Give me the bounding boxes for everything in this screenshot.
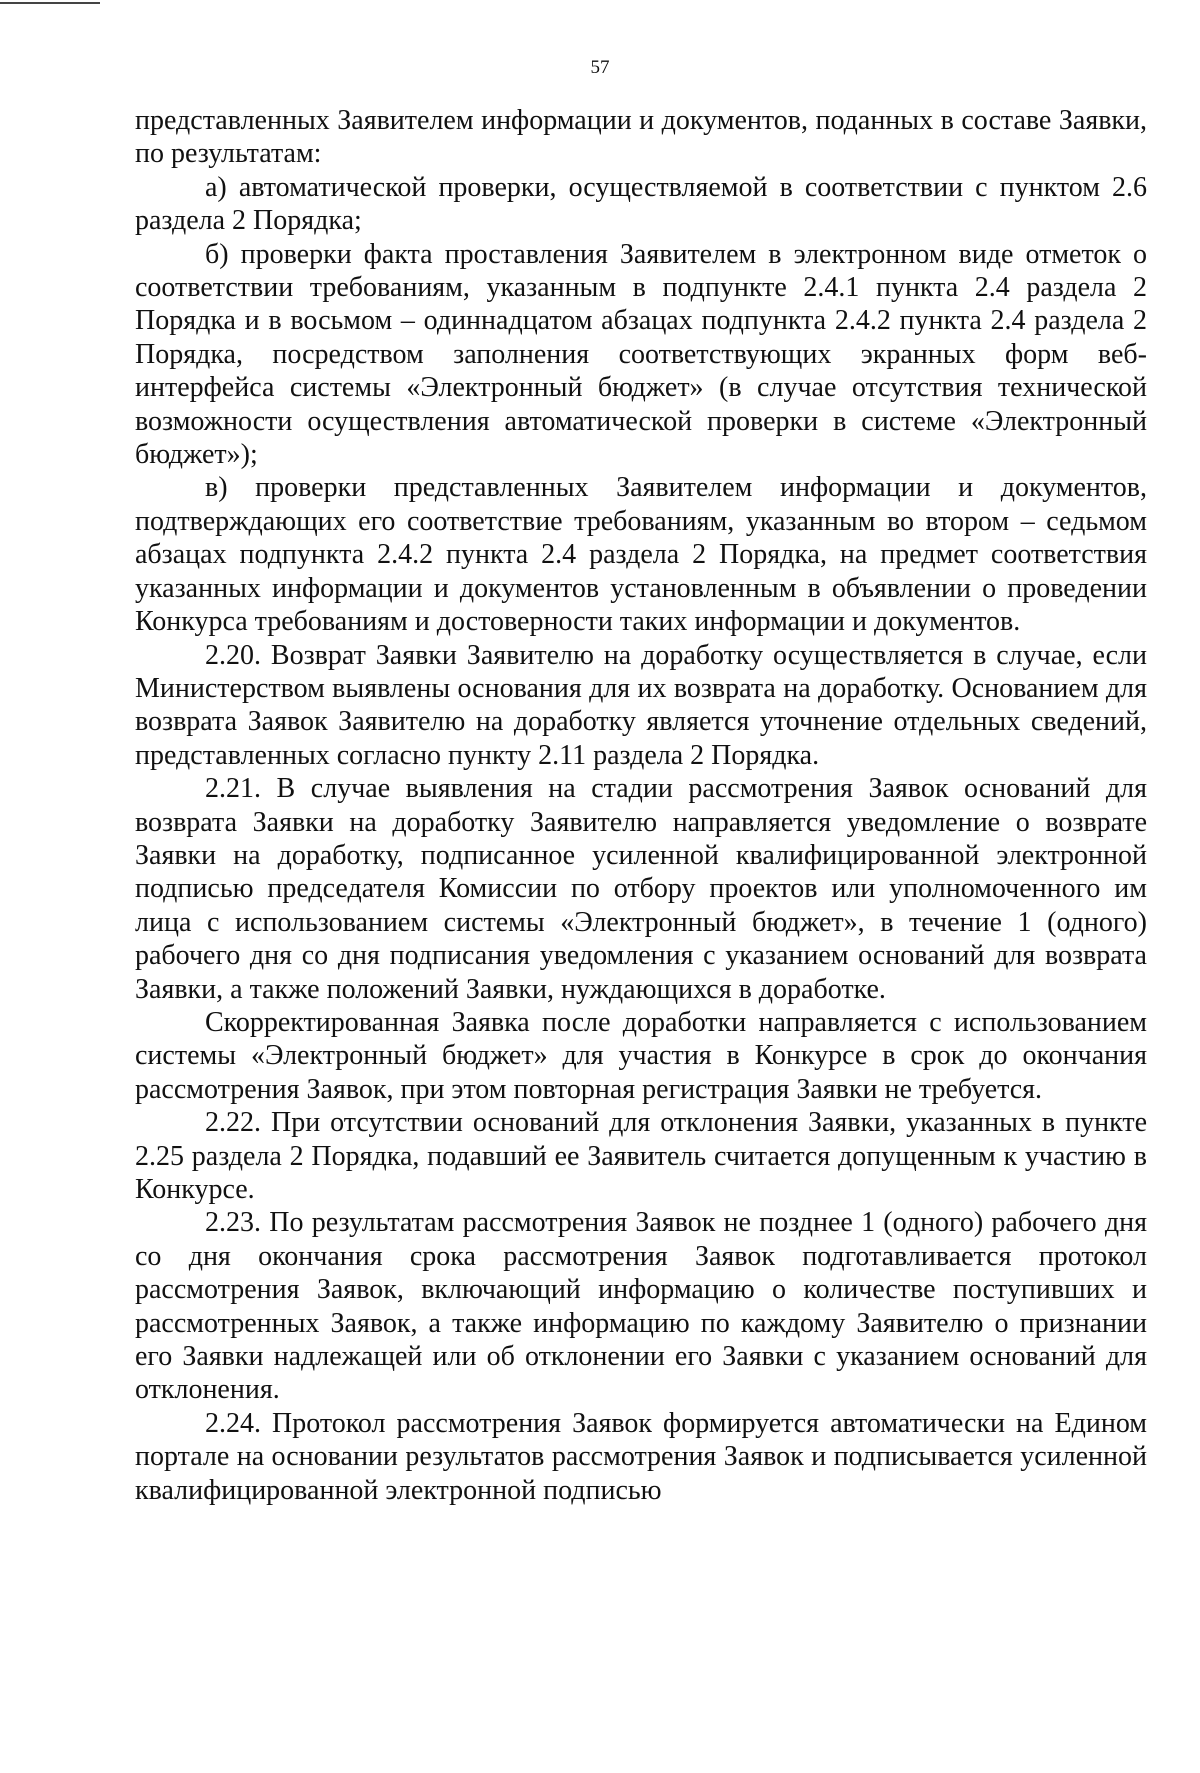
paragraph-continuation: представленных Заявителем информации и документов, поданных в составе Заявки, по результатам: [135,105,1147,170]
paragraph-item-v: в) проверки представленных Заявителем информации и документов, подтверждающих его соответствие требованиям, указанным во втором – седьмом абзацах подпункта 2.4.2 пункта 2.4 раздела 2 Порядка, на предмет соответствия указанных информации и документов установленным в объявлении о проведении Конкурса требованиям и достоверности таких информации и документов. [135,472,1147,638]
paragraph-2-22: 2.22. При отсутствии оснований для отклонения Заявки, указанных в пункте 2.25 раздела 2 Порядка, подавший ее Заявитель считается допущенным к участию в Конкурсе. [135,1107,1147,1205]
paragraph-2-21: 2.21. В случае выявления на стадии рассмотрения Заявок оснований для возврата Заявки на доработку Заявителю направляется уведомление о возврате Заявки на доработку, подписанное усиленной квалифицированной электронной подписью председателя Комиссии по отбору проектов или уполномоченного им лица с использованием системы «Электронный бюджет», в течение 1 (одного) рабочего дня со дня подписания уведомления с указанием оснований для возврата Заявки, а также положений Заявки, нуждающихся в доработке. [135,773,1147,1005]
page-number: 57 [590,57,610,78]
paragraph-2-24: 2.24. Протокол рассмотрения Заявок формируется автоматически на Едином портале на основании результатов рассмотрения Заявок и подписывается усиленной квалифицированной электронной подписью [135,1407,1147,1506]
paragraph-2-23: 2.23. По результатам рассмотрения Заявок не позднее 1 (одного) рабочего дня со дня окончания срока рассмотрения Заявок подготавливается протокол рассмотрения Заявок, включающий информацию о количестве поступивших и рассмотренных Заявок, а также информацию по каждому Заявителю о признании его Заявки надлежащей или об отклонении его Заявки с указанием оснований для отклонения. [135,1207,1147,1406]
paragraph-item-a: а) автоматической проверки, осуществляемой в соответствии с пунктом 2.6 раздела 2 Порядка; [135,171,1147,237]
paragraph-corrected-application: Скорректированная Заявка после доработки направляется с использованием системы «Электронный бюджет» для участия в Конкурсе в срок до окончания рассмотрения Заявок, при этом повторная регистрация Заявки не требуется. [135,1006,1147,1105]
document-body [135,104,1147,1507]
paragraph-2-20: 2.20. Возврат Заявки Заявителю на доработку осуществляется в случае, если Министерством выявлены основания для их возврата на доработку. Основанием для возврата Заявок Заявителю на доработку является уточнение отдельных сведений, представленных согласно пункту 2.11 раздела 2 Порядка. [135,639,1147,771]
paragraph-item-b: б) проверки факта проставления Заявителем в электронном виде отметок о соответствии требованиям, указанным в подпункте 2.4.1 пункта 2.4 раздела 2 Порядка и в восьмом – одиннадцатом абзацах подпункта 2.4.2 пункта 2.4 раздела 2 Порядка, посредством заполнения соответствующих экранных форм веб-интерфейса системы «Электронный бюджет» (в случае отсутствия технической возможности осуществления автоматической проверки в системе «Электронный бюджет»); [135,238,1147,471]
scan-edge-mark [0,2,100,4]
